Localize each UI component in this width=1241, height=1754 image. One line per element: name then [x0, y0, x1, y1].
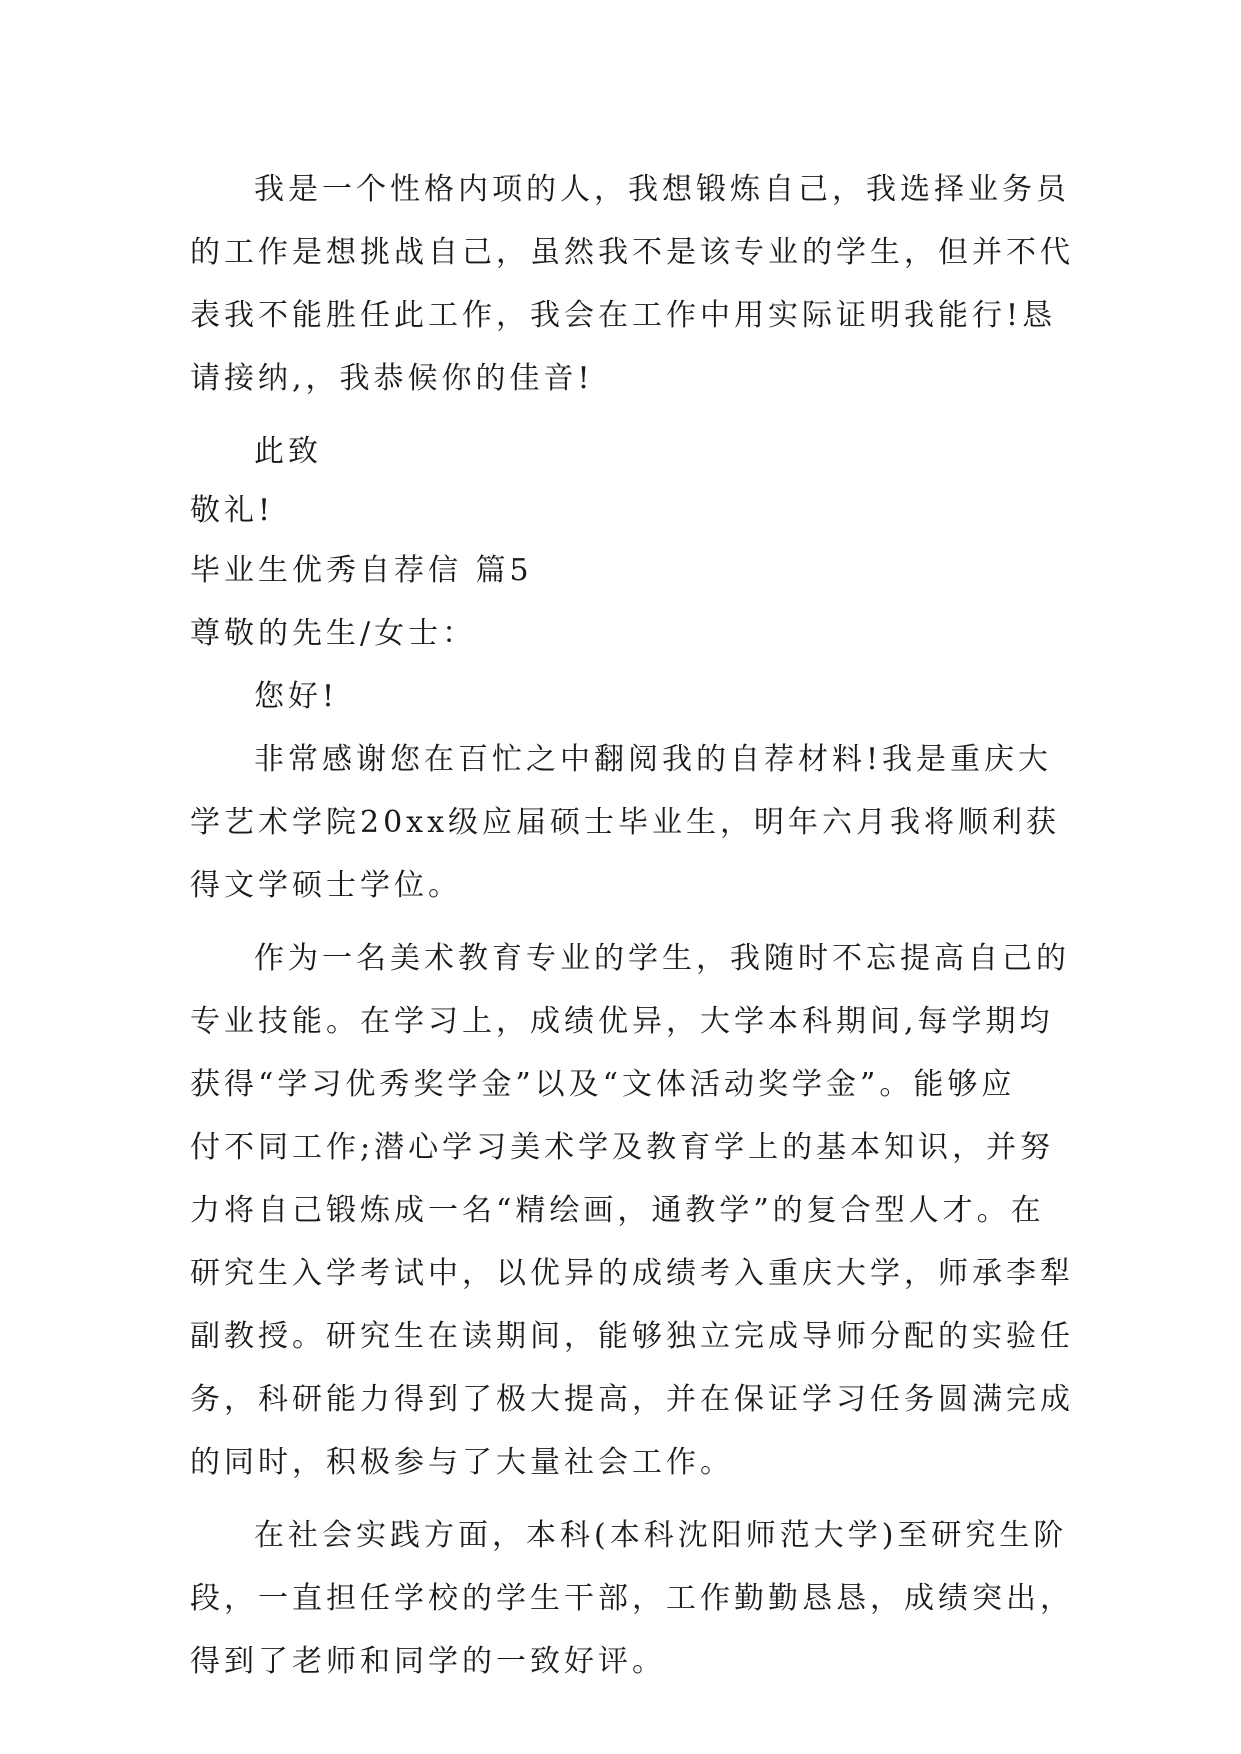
paragraph-line: 获得“学习优秀奖学金”以及“文体活动奖学金”。能够应 [190, 1067, 1016, 1102]
greeting-line: 尊敬的先生/女士： [190, 616, 477, 651]
paragraph-line: 在社会实践方面，本科(本科沈阳师范大学)至研究生阶 [254, 1518, 1068, 1553]
paragraph-line: 非常感谢您在百忙之中翻阅我的自荐材料!我是重庆大 [254, 742, 1053, 777]
section-heading: 毕业生优秀自荐信 篇5 [190, 553, 533, 588]
paragraph-line: 学艺术学院20xx级应届硕士毕业生，明年六月我将顺利获 [190, 805, 1061, 840]
paragraph-line: 我是一个性格内项的人，我想锻炼自己，我选择业务员 [254, 172, 1070, 207]
closing-salutation: 此致 [254, 434, 322, 469]
greeting-hello: 您好! [254, 679, 339, 714]
paragraph-line: 得到了老师和同学的一致好评。 [190, 1644, 666, 1679]
paragraph-line: 力将自己锻炼成一名“精绘画，通教学”的复合型人才。在 [190, 1193, 1045, 1228]
paragraph-line: 得文学硕士学位。 [190, 868, 462, 903]
paragraph-line: 副教授。研究生在读期间，能够独立完成导师分配的实验任 [190, 1319, 1074, 1354]
paragraph-line: 作为一名美术教育专业的学生，我随时不忘提高自己的 [254, 941, 1070, 976]
paragraph-line: 的同时，积极参与了大量社会工作。 [190, 1445, 734, 1480]
paragraph-line: 段，一直担任学校的学生干部，工作勤勤恳恳，成绩突出， [190, 1581, 1074, 1616]
letter-body [190, 158, 1074, 1693]
paragraph-line: 付不同工作;潜心学习美术学及教育学上的基本知识，并努 [190, 1130, 1055, 1165]
closing-regards: 敬礼! [190, 493, 275, 528]
paragraph-line: 专业技能。在学习上，成绩优异，大学本科期间,每学期均 [190, 1004, 1054, 1039]
paragraph-line: 的工作是想挑战自己，虽然我不是该专业的学生，但并不代 [190, 235, 1074, 270]
paragraph-line: 表我不能胜任此工作，我会在工作中用实际证明我能行!恳 [190, 298, 1057, 333]
paragraph-line: 务，科研能力得到了极大提高，并在保证学习任务圆满完成 [190, 1382, 1074, 1417]
paragraph-line: 研究生入学考试中，以优异的成绩考入重庆大学，师承李犁 [190, 1256, 1074, 1291]
paragraph-line: 请接纳,，我恭候你的佳音! [190, 361, 594, 396]
